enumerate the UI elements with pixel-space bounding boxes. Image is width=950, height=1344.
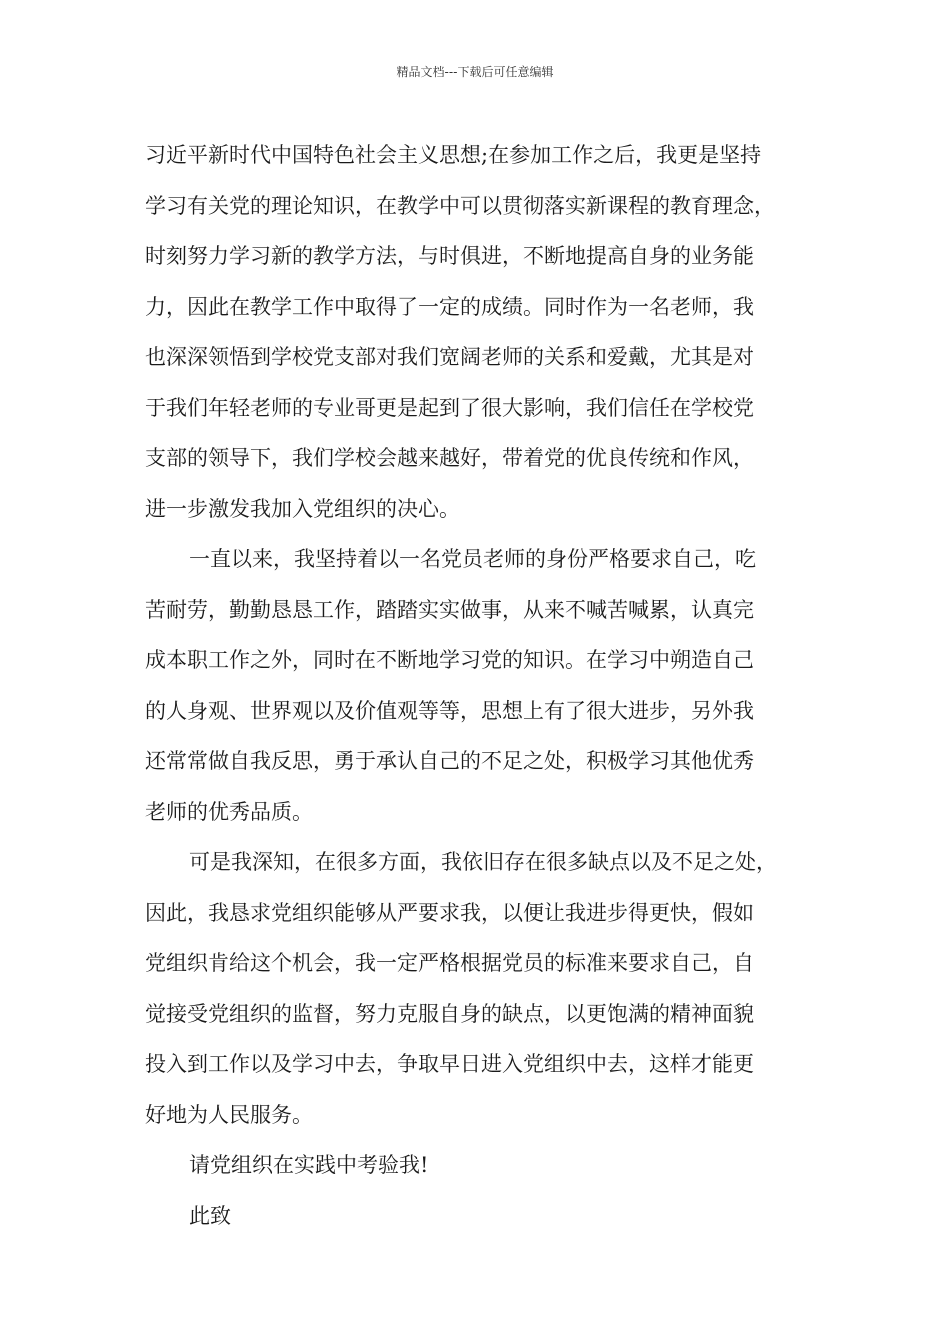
text-line: 苦耐劳，勤勤恳恳工作，踏踏实实做事，从来不喊苦喊累，认真完: [145, 597, 754, 622]
text-line: 一直以来，我坚持着以一名党员老师的身份严格要求自己，吃: [189, 547, 756, 571]
text-line: 此致: [189, 1203, 231, 1228]
text-line: 成本职工作之外，同时在不断地学习党的知识。在学习中朔造自己: [145, 648, 754, 672]
text-line: 觉接受党组织的监督，努力克服自身的缺点，以更饱满的精神面貌: [145, 1001, 754, 1026]
text-line: 习近平新时代中国特色社会主义思想;在参加工作之后，我更是坚持: [145, 143, 762, 167]
document-body: [145, 130, 825, 1241]
text-line: 请党组织在实践中考验我!: [189, 1153, 429, 1177]
text-line: 时刻努力学习新的教学方法，与时俱进，不断地提高自身的业务能: [145, 244, 754, 268]
text-line: 力，因此在教学工作中取得了一定的成绩。同时作为一名老师，我: [145, 294, 754, 319]
text-line: 进一步激发我加入党组织的决心。: [145, 496, 460, 521]
text-line: 因此，我恳求党组织能够从严要求我，以便让我进步得更快，假如: [145, 900, 754, 925]
text-line: 党组织肯给这个机会，我一定严格根据党员的标准来要求自己，自: [145, 951, 754, 975]
page-header: 精品文档---下载后可任意编辑: [396, 65, 554, 79]
text-line: 也深深领悟到学校党支部对我们宽阔老师的关系和爱戴，尤其是对: [145, 345, 754, 369]
text-line: 好地为人民服务。: [145, 1102, 313, 1127]
text-line: 可是我深知，在很多方面，我依旧存在很多缺点以及不足之处，: [189, 850, 777, 874]
text-line: 支部的领导下，我们学校会越来越好，带着党的优良传统和作风，: [145, 446, 754, 470]
text-line: 于我们年轻老师的专业哥更是起到了很大影响，我们信任在学校党: [145, 395, 754, 420]
text-line: 老师的优秀品质。: [145, 799, 313, 824]
text-line: 投入到工作以及学习中去，争取早日进入党组织中去，这样才能更: [145, 1052, 754, 1076]
text-line: 的人身观、世界观以及价值观等等，思想上有了很大进步，另外我: [145, 698, 754, 723]
text-line: 还常常做自我反思，勇于承认自己的不足之处，积极学习其他优秀: [145, 749, 754, 773]
text-line: 学习有关党的理论知识，在教学中可以贯彻落实新课程的教育理念，: [145, 193, 775, 218]
